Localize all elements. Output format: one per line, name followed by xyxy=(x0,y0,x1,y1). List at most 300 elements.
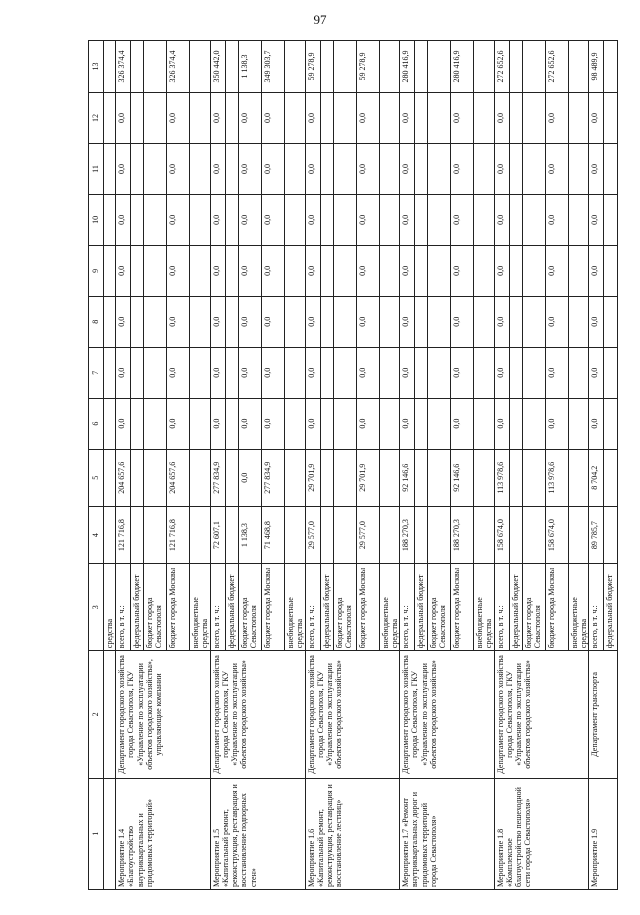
value xyxy=(568,450,587,506)
value xyxy=(522,144,545,194)
value xyxy=(379,246,398,296)
value-cell-col-12 xyxy=(494,93,589,144)
value xyxy=(130,93,143,143)
value: 0,0 xyxy=(495,265,505,276)
funding-source-label: всего, в т. ч.: xyxy=(211,605,221,649)
value-cell-col-7 xyxy=(589,347,618,398)
value: 0,0 xyxy=(545,93,568,143)
value xyxy=(509,297,522,347)
value: 29 577,0 xyxy=(306,521,316,550)
continuation-empty-cell xyxy=(104,144,116,195)
value: 121 716,8 xyxy=(117,519,127,552)
value: 0,0 xyxy=(495,418,505,429)
value xyxy=(130,144,143,194)
value: 0,0 xyxy=(356,297,379,347)
value xyxy=(414,246,427,296)
value xyxy=(603,246,616,296)
funding-source-label: всего, в т. ч.: xyxy=(495,605,505,649)
value-cell-col-5 xyxy=(494,449,589,506)
value xyxy=(509,507,522,563)
value xyxy=(130,507,143,563)
value xyxy=(427,297,450,347)
value-cell-col-9 xyxy=(589,245,618,296)
value-cell-col-12 xyxy=(400,93,495,144)
value-cell-col-11 xyxy=(589,144,618,195)
value-cell-col-12 xyxy=(305,93,400,144)
continuation-empty-cell xyxy=(104,347,116,398)
value xyxy=(379,297,398,347)
header-row xyxy=(89,41,104,890)
value-cell-col-13 xyxy=(210,41,305,93)
value xyxy=(320,41,333,92)
value: 0,0 xyxy=(261,144,284,194)
value: 0,0 xyxy=(166,348,189,398)
value-cell-col-7 xyxy=(305,347,400,398)
value-cell-col-8 xyxy=(210,296,305,347)
value: 0,0 xyxy=(356,195,379,245)
value: 0,0 xyxy=(117,163,127,174)
value: 0,0 xyxy=(261,297,284,347)
value: 72 607,1 xyxy=(211,521,221,550)
funding-source-label: бюджет города Севастополя xyxy=(522,564,545,650)
value: 0,0 xyxy=(450,348,473,398)
value-cell-col-6 xyxy=(589,398,618,449)
value: 349 303,7 xyxy=(261,41,284,92)
funding-source-label: бюджет города Севастополя xyxy=(238,564,261,650)
value: 277 834,9 xyxy=(211,461,221,494)
value xyxy=(568,348,587,398)
value xyxy=(284,93,303,143)
value: 0,0 xyxy=(211,163,221,174)
value-cell-col-13 xyxy=(589,41,618,93)
value xyxy=(379,93,398,143)
table-area xyxy=(88,40,618,890)
value: 0,0 xyxy=(166,246,189,296)
value: 8 704,2 xyxy=(590,465,600,490)
value xyxy=(603,348,616,398)
value xyxy=(284,348,303,398)
value: 0,0 xyxy=(238,93,261,143)
value-cell-col-7 xyxy=(210,347,305,398)
value xyxy=(143,144,166,194)
value-cell-col-8 xyxy=(305,296,400,347)
funding-source-label: федеральный бюджет xyxy=(320,564,333,650)
value xyxy=(333,297,356,347)
column-header-7: 7 xyxy=(89,347,104,398)
value: 188 270,3 xyxy=(450,507,473,563)
value: 204 657,6 xyxy=(117,461,127,494)
page-number: 97 xyxy=(313,12,327,27)
funding-source-cell xyxy=(400,564,495,651)
value xyxy=(189,93,208,143)
value: 89 785,7 xyxy=(590,521,600,550)
value xyxy=(379,507,398,563)
funding-source-label: федеральный бюджет xyxy=(509,564,522,650)
value: 0,0 xyxy=(261,246,284,296)
event-cell: Мероприятие 1.6 «Капитальный ремонт, реконструкция, реставрация и восстановление лестниц» xyxy=(305,778,400,889)
event-cell: Мероприятие 1.7 «Ремонт внутриквартальных дорог и придомовых территорий города Севастополя» xyxy=(400,778,495,889)
value xyxy=(414,195,427,245)
value xyxy=(189,348,208,398)
funding-source-label: бюджет города Севастополя xyxy=(333,564,356,650)
value xyxy=(603,41,616,92)
value xyxy=(473,246,492,296)
value xyxy=(509,450,522,506)
value: 158 674,0 xyxy=(495,519,505,552)
value: 29 701,9 xyxy=(306,463,316,492)
value-cell-col-7 xyxy=(494,347,589,398)
value xyxy=(414,297,427,347)
value: 0,0 xyxy=(401,418,411,429)
column-header-2: 2 xyxy=(89,651,104,778)
value xyxy=(603,195,616,245)
value xyxy=(143,507,166,563)
value xyxy=(225,348,238,398)
value xyxy=(509,144,522,194)
value: 0,0 xyxy=(306,316,316,327)
funding-source-label: всего, в т. ч.: xyxy=(590,605,600,649)
value xyxy=(320,348,333,398)
value xyxy=(414,93,427,143)
funding-source-label: бюджет города Москвы xyxy=(261,564,284,650)
value: 92 146,6 xyxy=(450,450,473,506)
value: 0,0 xyxy=(117,367,127,378)
value: 277 834,9 xyxy=(261,450,284,506)
value-cell-col-13 xyxy=(400,41,495,93)
value-cell-col-9 xyxy=(400,245,495,296)
value: 29 701,9 xyxy=(356,450,379,506)
value-cell-col-7 xyxy=(116,347,211,398)
value: 0,0 xyxy=(166,144,189,194)
executor-cell: Департамент городского хозяйства города Севастополя, ГКУ «Управление по эксплуатации объектов городского хозяйства» xyxy=(305,651,400,778)
value xyxy=(427,195,450,245)
value xyxy=(143,399,166,449)
value xyxy=(189,399,208,449)
value: 0,0 xyxy=(306,418,316,429)
budget-table xyxy=(88,40,618,890)
funding-source-cell xyxy=(494,564,589,651)
value xyxy=(379,144,398,194)
value xyxy=(568,195,587,245)
value xyxy=(225,507,238,563)
value: 0,0 xyxy=(166,93,189,143)
value xyxy=(427,348,450,398)
value xyxy=(473,450,492,506)
value xyxy=(333,246,356,296)
value xyxy=(225,246,238,296)
value-cell-col-8 xyxy=(589,296,618,347)
value: 326 374,4 xyxy=(117,50,127,83)
value xyxy=(284,297,303,347)
value: 113 978,6 xyxy=(495,461,505,494)
value: 0,0 xyxy=(117,418,127,429)
value xyxy=(284,246,303,296)
value: 0,0 xyxy=(238,144,261,194)
value xyxy=(473,195,492,245)
continuation-label: средства xyxy=(104,564,116,651)
value-cell-col-5 xyxy=(305,449,400,506)
value: 0,0 xyxy=(590,418,600,429)
funding-source-label: бюджет города Москвы xyxy=(356,564,379,650)
value-cell-col-5 xyxy=(589,449,618,506)
value-cell-col-12 xyxy=(116,93,211,144)
value xyxy=(427,399,450,449)
value xyxy=(320,507,333,563)
funding-source-label: федеральный бюджет xyxy=(603,564,616,650)
value: 0,0 xyxy=(590,214,600,225)
value: 188 270,3 xyxy=(401,519,411,552)
value-cell-col-9 xyxy=(494,245,589,296)
continuation-empty-cell xyxy=(104,194,116,245)
value: 0,0 xyxy=(495,214,505,225)
value-cell-col-4 xyxy=(589,506,618,563)
value xyxy=(130,348,143,398)
value xyxy=(414,348,427,398)
funding-source-label: всего, в т. ч.: xyxy=(117,605,127,649)
value: 0,0 xyxy=(117,316,127,327)
funding-source-cell xyxy=(305,564,400,651)
value: 158 674,0 xyxy=(545,507,568,563)
value: 0,0 xyxy=(211,316,221,327)
column-header-3: 3 xyxy=(89,564,104,651)
value: 0,0 xyxy=(238,297,261,347)
value: 0,0 xyxy=(238,348,261,398)
funding-source-label: внебюджетные средства xyxy=(284,564,303,650)
value-cell-col-11 xyxy=(305,144,400,195)
value: 0,0 xyxy=(495,163,505,174)
value: 0,0 xyxy=(211,418,221,429)
value: 280 416,9 xyxy=(401,50,411,83)
value xyxy=(320,450,333,506)
value xyxy=(603,297,616,347)
value-cell-col-12 xyxy=(210,93,305,144)
continuation-empty-cell xyxy=(104,93,116,144)
value xyxy=(320,399,333,449)
value: 113 978,6 xyxy=(545,450,568,506)
value xyxy=(225,144,238,194)
value-cell-col-12 xyxy=(589,93,618,144)
value xyxy=(143,246,166,296)
value xyxy=(603,507,616,563)
funding-source-label: внебюджетные средства xyxy=(568,564,587,650)
value: 0,0 xyxy=(450,246,473,296)
value: 0,0 xyxy=(356,399,379,449)
continuation-empty-cell xyxy=(104,778,116,889)
value: 0,0 xyxy=(450,297,473,347)
continuation-empty-cell xyxy=(104,449,116,506)
executor-cell: Департамент городского хозяйства города Севастополя, ГКУ «Управление по эксплуатации объектов городского хозяйства» xyxy=(210,651,305,778)
value xyxy=(568,144,587,194)
value: 0,0 xyxy=(401,214,411,225)
value xyxy=(568,93,587,143)
value: 0,0 xyxy=(545,297,568,347)
value: 0,0 xyxy=(495,316,505,327)
value xyxy=(333,399,356,449)
value xyxy=(427,450,450,506)
value: 1 138,3 xyxy=(238,507,261,563)
value: 0,0 xyxy=(261,348,284,398)
funding-source-label: всего, в т. ч.: xyxy=(306,605,316,649)
value xyxy=(189,450,208,506)
continuation-empty-cell xyxy=(104,506,116,563)
value xyxy=(320,144,333,194)
value: 1 138,3 xyxy=(238,41,261,92)
value xyxy=(143,348,166,398)
value-cell-col-9 xyxy=(210,245,305,296)
value: 0,0 xyxy=(211,214,221,225)
value xyxy=(414,399,427,449)
value-cell-col-10 xyxy=(400,194,495,245)
value: 71 468,8 xyxy=(261,507,284,563)
value: 0,0 xyxy=(401,113,411,124)
continuation-empty-cell xyxy=(104,245,116,296)
value: 0,0 xyxy=(401,367,411,378)
value: 0,0 xyxy=(401,316,411,327)
value-cell-col-8 xyxy=(116,296,211,347)
value xyxy=(379,41,398,92)
value xyxy=(568,507,587,563)
value: 0,0 xyxy=(306,163,316,174)
value: 0,0 xyxy=(261,195,284,245)
value xyxy=(522,507,545,563)
value xyxy=(414,507,427,563)
value: 0,0 xyxy=(238,399,261,449)
value-cell-col-13 xyxy=(116,41,211,93)
funding-source-label: федеральный бюджет xyxy=(225,564,238,650)
value xyxy=(320,246,333,296)
value xyxy=(473,297,492,347)
value xyxy=(143,195,166,245)
value: 280 416,9 xyxy=(450,41,473,92)
value xyxy=(509,348,522,398)
value: 29 577,0 xyxy=(356,507,379,563)
value-cell-col-10 xyxy=(494,194,589,245)
executor-cell: Департамент городского хозяйства города Севастополя, ГКУ «Управление по эксплуатации объектов городского хозяйства» xyxy=(494,651,589,778)
value: 0,0 xyxy=(450,144,473,194)
value xyxy=(473,144,492,194)
value xyxy=(522,297,545,347)
value: 59 278,9 xyxy=(306,52,316,81)
value xyxy=(473,348,492,398)
funding-source-label: федеральный бюджет xyxy=(414,564,427,650)
value: 0,0 xyxy=(238,450,261,506)
value xyxy=(130,297,143,347)
value xyxy=(568,297,587,347)
value: 121 716,8 xyxy=(166,507,189,563)
value-cell-col-6 xyxy=(210,398,305,449)
funding-source-label: всего, в т. ч.: xyxy=(401,605,411,649)
value xyxy=(379,195,398,245)
value xyxy=(522,246,545,296)
value-cell-col-11 xyxy=(400,144,495,195)
value: 0,0 xyxy=(166,399,189,449)
column-header-5: 5 xyxy=(89,449,104,506)
value xyxy=(568,399,587,449)
value xyxy=(320,297,333,347)
value xyxy=(473,41,492,92)
value xyxy=(333,348,356,398)
value xyxy=(522,41,545,92)
value xyxy=(189,246,208,296)
value-cell-col-5 xyxy=(210,449,305,506)
value-cell-col-4 xyxy=(305,506,400,563)
value-cell-col-6 xyxy=(494,398,589,449)
value-cell-col-9 xyxy=(305,245,400,296)
table-row xyxy=(494,41,589,890)
value-cell-col-9 xyxy=(116,245,211,296)
column-header-9: 9 xyxy=(89,245,104,296)
value xyxy=(225,93,238,143)
value-cell-col-8 xyxy=(400,296,495,347)
value xyxy=(333,93,356,143)
column-header-10: 10 xyxy=(89,194,104,245)
value-cell-col-6 xyxy=(400,398,495,449)
value xyxy=(189,41,208,92)
value: 0,0 xyxy=(117,265,127,276)
funding-source-label: бюджет города Москвы xyxy=(545,564,568,650)
value: 0,0 xyxy=(356,246,379,296)
value: 0,0 xyxy=(401,163,411,174)
value: 59 278,9 xyxy=(356,41,379,92)
value-cell-col-10 xyxy=(116,194,211,245)
value xyxy=(379,399,398,449)
value: 0,0 xyxy=(211,265,221,276)
funding-source-cell xyxy=(589,564,618,651)
column-header-4: 4 xyxy=(89,506,104,563)
event-cell: Мероприятие 1.4 «Благоустройство внутриквартальных и придомовых территорий» xyxy=(116,778,211,889)
value-cell-col-11 xyxy=(210,144,305,195)
value xyxy=(603,144,616,194)
value xyxy=(130,399,143,449)
value xyxy=(189,297,208,347)
executor-cell: Департамент городского хозяйства города Севастополя, ГКУ «Управление по эксплуатации объектов городского хозяйства» xyxy=(400,651,495,778)
value: 0,0 xyxy=(261,399,284,449)
table-row xyxy=(210,41,305,890)
continuation-empty-cell xyxy=(104,398,116,449)
value xyxy=(225,195,238,245)
value xyxy=(568,41,587,92)
value-cell-col-4 xyxy=(210,506,305,563)
column-header-1: 1 xyxy=(89,778,104,889)
value xyxy=(427,93,450,143)
value: 0,0 xyxy=(356,348,379,398)
value: 0,0 xyxy=(590,113,600,124)
value: 0,0 xyxy=(450,399,473,449)
value xyxy=(320,195,333,245)
column-header-6: 6 xyxy=(89,398,104,449)
event-cell: Мероприятие 1.8 «Комплексное благоустройство пешеходной сети города Севастополя» xyxy=(494,778,589,889)
value xyxy=(189,144,208,194)
value-cell-col-4 xyxy=(400,506,495,563)
value xyxy=(225,297,238,347)
value: 272 652,6 xyxy=(495,50,505,83)
value: 350 442,0 xyxy=(211,50,221,83)
value xyxy=(189,195,208,245)
value xyxy=(284,195,303,245)
value xyxy=(473,507,492,563)
value: 0,0 xyxy=(211,113,221,124)
column-header-13: 13 xyxy=(89,41,104,93)
value: 204 657,6 xyxy=(166,450,189,506)
value xyxy=(143,93,166,143)
value-cell-col-10 xyxy=(210,194,305,245)
funding-source-label: бюджет города Севастополя xyxy=(143,564,166,650)
value: 0,0 xyxy=(306,367,316,378)
value-cell-col-5 xyxy=(116,449,211,506)
value xyxy=(379,348,398,398)
value-cell-col-4 xyxy=(116,506,211,563)
value xyxy=(522,399,545,449)
